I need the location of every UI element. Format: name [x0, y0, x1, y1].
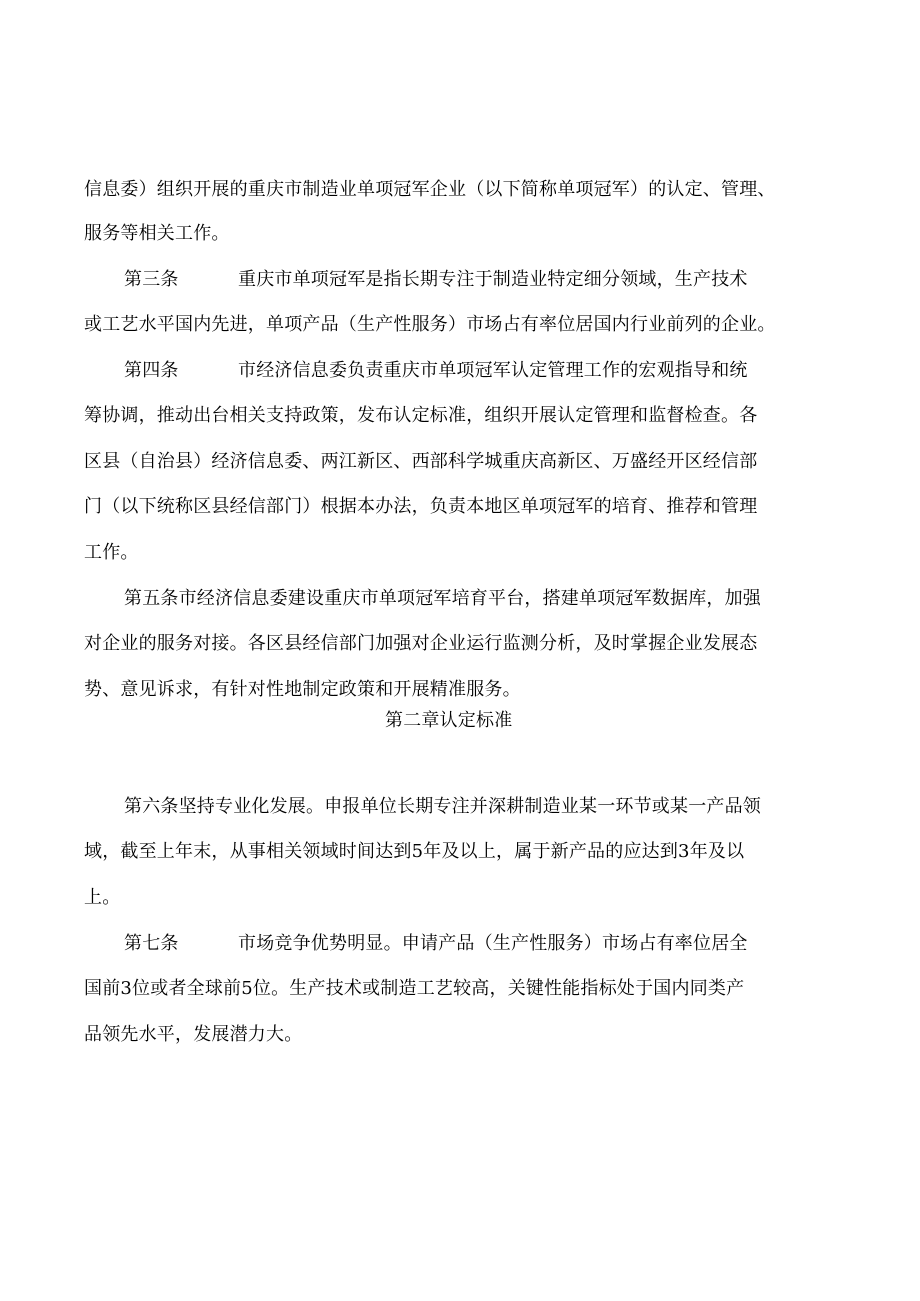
article-4-first-line: [124, 359, 748, 383]
paragraph-line: 品领先水平，发展潜力大。: [84, 1024, 303, 1045]
article-3-text: 重庆市单项冠军是指长期专注于制造业特定细分领域，生产技术: [238, 269, 748, 290]
article-3-first-line: [124, 268, 748, 292]
paragraph-line: 工作。: [84, 542, 139, 563]
paragraph-line: 区县（自治县）经济信息委、两江新区、西部科学城重庆高新区、万盛经开区经信部: [84, 451, 758, 472]
paragraph-line: 国前3位或者全球前5位。生产技术或制造工艺较高，关键性能指标处于国内同类产: [84, 978, 745, 999]
article-3-number: 第三条: [124, 269, 179, 290]
paragraph-line: 第五条市经济信息委建设重庆市单项冠军培育平台，搭建单项冠军数据库，加强: [124, 588, 761, 609]
paragraph-line: 对企业的服务对接。各区县经信部门加强对企业运行监测分析，及时掌握企业发展态: [84, 633, 758, 654]
article-4-text: 市经济信息委负责重庆市单项冠军认定管理工作的宏观指导和统: [238, 360, 748, 381]
paragraph-line: 第六条坚持专业化发展。申报单位长期专注并深耕制造业某一环节或某一产品领: [124, 796, 761, 817]
paragraph-line: 信息委）组织开展的重庆市制造业单项冠军企业（以下简称单项冠军）的认定、管理、: [84, 179, 776, 200]
paragraph-line: 门（以下统称区县经信部门）根据本办法，负责本地区单项冠军的培育、推荐和管理: [84, 496, 758, 517]
article-4-number: 第四条: [124, 360, 179, 381]
article-7-number: 第七条: [124, 933, 179, 954]
paragraph-line: 或工艺水平国内先进，单项产品（生产性服务）市场占有率位居国内行业前列的企业。: [84, 314, 776, 335]
paragraph-line: 势、意见诉求，有针对性地制定政策和开展精准服务。: [84, 679, 521, 700]
paragraph-line: 域，截至上年末，从事相关领域时间达到5年及以上，属于新产品的应达到3年及以: [84, 841, 745, 862]
paragraph-line: 服务等相关工作。: [84, 223, 230, 244]
paragraph-line: 筹协调，推动出台相关支持政策，发布认定标准，组织开展认定管理和监督检查。各: [84, 405, 758, 426]
chapter-title: 第二章认定标准: [385, 710, 513, 731]
article-7-text: 市场竞争优势明显。申请产品（生产性服务）市场占有率位居全: [238, 933, 748, 954]
article-7-first-line: [124, 932, 748, 956]
paragraph-line: 上。: [84, 887, 121, 908]
